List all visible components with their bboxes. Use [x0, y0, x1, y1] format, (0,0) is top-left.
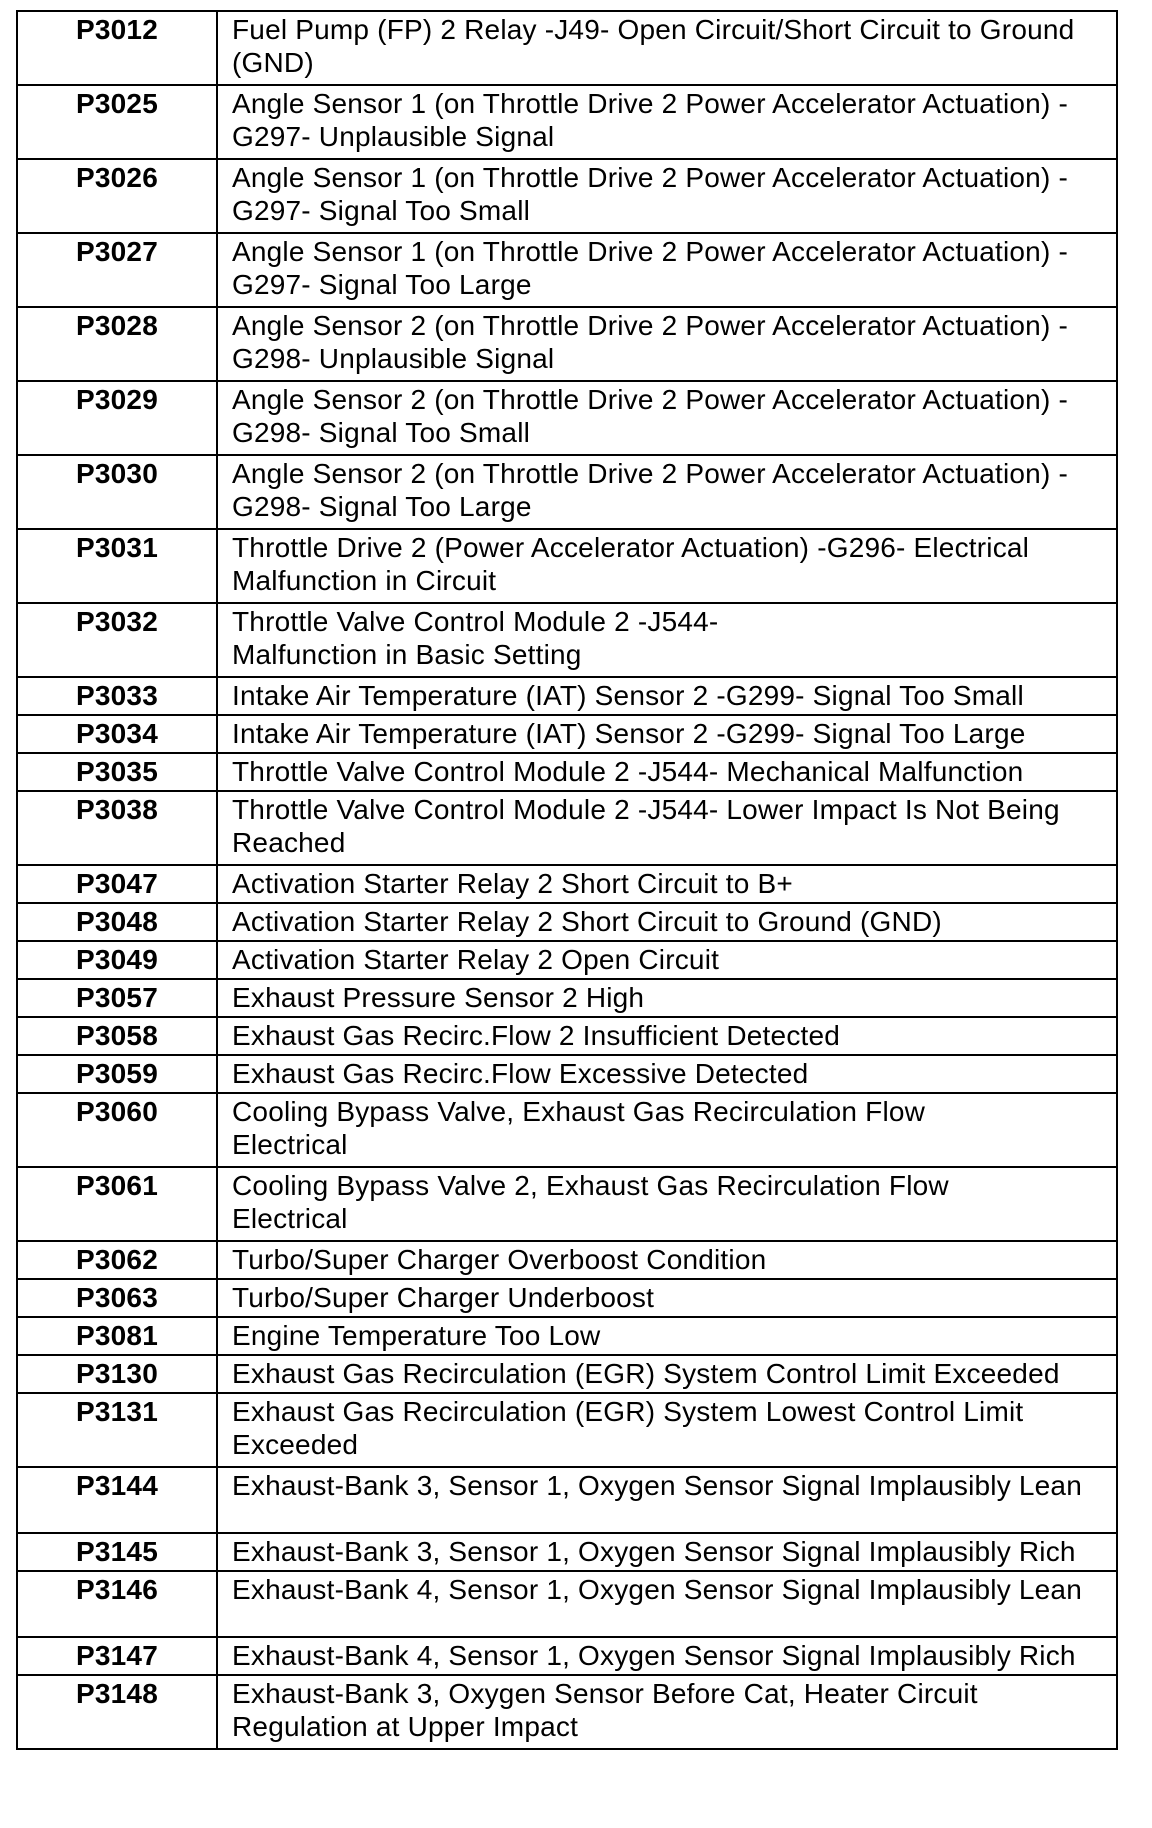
dtc-description: Throttle Valve Control Module 2 -J544- Mechanical Malfunction	[232, 756, 1024, 787]
dtc-description: Cooling Bypass Valve 2, Exhaust Gas Recirculation Flow Electrical	[232, 1170, 949, 1234]
dtc-code: P3029	[17, 381, 217, 455]
dtc-table-page	[16, 10, 1118, 1750]
dtc-description: Throttle Drive 2 (Power Accelerator Actuation) -G296- Electrical Malfunction in Circuit	[232, 532, 1030, 596]
table-row	[17, 753, 1117, 791]
dtc-code: P3033	[17, 677, 217, 715]
table-row	[17, 1355, 1117, 1393]
dtc-description: Angle Sensor 2 (on Throttle Drive 2 Power Accelerator Actuation) -G298- Signal Too Small	[232, 384, 1068, 448]
table-row	[17, 381, 1117, 455]
dtc-description-cell	[217, 1637, 1117, 1675]
table-row	[17, 159, 1117, 233]
dtc-code: P3145	[17, 1533, 217, 1571]
dtc-code: P3047	[17, 865, 217, 903]
dtc-description: Turbo/Super Charger Overboost Condition	[232, 1244, 767, 1275]
table-row	[17, 1533, 1117, 1571]
table-row	[17, 233, 1117, 307]
table-row	[17, 1393, 1117, 1467]
dtc-description-cell	[217, 677, 1117, 715]
dtc-description-cell	[217, 603, 1117, 677]
dtc-code: P3028	[17, 307, 217, 381]
dtc-description-cell	[217, 865, 1117, 903]
table-row	[17, 11, 1117, 85]
dtc-description: Intake Air Temperature (IAT) Sensor 2 -G299- Signal Too Large	[232, 718, 1026, 749]
dtc-description: Exhaust-Bank 3, Oxygen Sensor Before Cat, Heater Circuit Regulation at Upper Impact	[232, 1678, 978, 1742]
dtc-description: Fuel Pump (FP) 2 Relay -J49- Open Circuit/Short Circuit to Ground (GND)	[232, 14, 1075, 78]
dtc-description-cell	[217, 1355, 1117, 1393]
dtc-description-cell	[217, 1093, 1117, 1167]
table-row	[17, 1637, 1117, 1675]
table-row	[17, 903, 1117, 941]
dtc-description: Activation Starter Relay 2 Short Circuit to B+	[232, 868, 793, 899]
dtc-description: Exhaust-Bank 3, Sensor 1, Oxygen Sensor Signal Implausibly Rich	[232, 1536, 1076, 1567]
dtc-description-cell	[217, 1675, 1117, 1749]
dtc-code: P3048	[17, 903, 217, 941]
table-row	[17, 1055, 1117, 1093]
dtc-description-cell	[217, 791, 1117, 865]
dtc-description-cell	[217, 11, 1117, 85]
dtc-description: Throttle Valve Control Module 2 -J544- Lower Impact Is Not Being Reached	[232, 794, 1060, 858]
dtc-description: Angle Sensor 1 (on Throttle Drive 2 Power Accelerator Actuation) -G297- Signal Too Large	[232, 236, 1068, 300]
dtc-code: P3035	[17, 753, 217, 791]
dtc-description-cell	[217, 1533, 1117, 1571]
dtc-description: Angle Sensor 1 (on Throttle Drive 2 Power Accelerator Actuation) -G297- Unplausible Signal	[232, 88, 1068, 152]
table-row	[17, 1167, 1117, 1241]
dtc-code: P3081	[17, 1317, 217, 1355]
dtc-description: Activation Starter Relay 2 Open Circuit	[232, 944, 720, 975]
dtc-description-cell	[217, 1393, 1117, 1467]
dtc-description: Exhaust-Bank 4, Sensor 1, Oxygen Sensor Signal Implausibly Lean	[232, 1574, 1082, 1605]
dtc-description-cell	[217, 529, 1117, 603]
table-row	[17, 1675, 1117, 1749]
dtc-code: P3147	[17, 1637, 217, 1675]
dtc-description: Intake Air Temperature (IAT) Sensor 2 -G299- Signal Too Small	[232, 680, 1024, 711]
table-row	[17, 1093, 1117, 1167]
table-row	[17, 979, 1117, 1017]
dtc-table	[16, 10, 1118, 1750]
dtc-description-cell	[217, 85, 1117, 159]
dtc-description: Activation Starter Relay 2 Short Circuit to Ground (GND)	[232, 906, 942, 937]
dtc-description: Angle Sensor 1 (on Throttle Drive 2 Power Accelerator Actuation) -G297- Signal Too Small	[232, 162, 1068, 226]
dtc-description: Angle Sensor 2 (on Throttle Drive 2 Power Accelerator Actuation) -G298- Unplausible Signal	[232, 310, 1068, 374]
dtc-code: P3146	[17, 1571, 217, 1637]
dtc-description: Exhaust Gas Recirc.Flow 2 Insufficient Detected	[232, 1020, 841, 1051]
dtc-description: Exhaust Pressure Sensor 2 High	[232, 982, 645, 1013]
dtc-code: P3049	[17, 941, 217, 979]
table-row	[17, 715, 1117, 753]
dtc-description-cell	[217, 979, 1117, 1017]
table-row	[17, 603, 1117, 677]
table-row	[17, 455, 1117, 529]
dtc-code: P3144	[17, 1467, 217, 1533]
dtc-description: Exhaust-Bank 4, Sensor 1, Oxygen Sensor Signal Implausibly Rich	[232, 1640, 1076, 1671]
dtc-code: P3038	[17, 791, 217, 865]
dtc-code: P3026	[17, 159, 217, 233]
dtc-code: P3063	[17, 1279, 217, 1317]
dtc-description-cell	[217, 1279, 1117, 1317]
dtc-description: Exhaust Gas Recirculation (EGR) System Lowest Control Limit Exceeded	[232, 1396, 1024, 1460]
dtc-description-cell	[217, 1467, 1117, 1533]
dtc-code: P3130	[17, 1355, 217, 1393]
table-row	[17, 1017, 1117, 1055]
dtc-description: Exhaust Gas Recirculation (EGR) System Control Limit Exceeded	[232, 1358, 1060, 1389]
dtc-code: P3060	[17, 1093, 217, 1167]
dtc-description: Engine Temperature Too Low	[232, 1320, 601, 1351]
dtc-description-cell	[217, 1571, 1117, 1637]
table-row	[17, 85, 1117, 159]
dtc-code: P3032	[17, 603, 217, 677]
dtc-code: P3062	[17, 1241, 217, 1279]
dtc-description-cell	[217, 159, 1117, 233]
dtc-code: P3059	[17, 1055, 217, 1093]
dtc-description-cell	[217, 1241, 1117, 1279]
table-row	[17, 677, 1117, 715]
dtc-description: Turbo/Super Charger Underboost	[232, 1282, 655, 1313]
table-row	[17, 865, 1117, 903]
table-row	[17, 791, 1117, 865]
dtc-description: Exhaust Gas Recirc.Flow Excessive Detected	[232, 1058, 809, 1089]
dtc-code: P3025	[17, 85, 217, 159]
dtc-code: P3148	[17, 1675, 217, 1749]
dtc-code: P3058	[17, 1017, 217, 1055]
dtc-code: P3027	[17, 233, 217, 307]
dtc-description-cell	[217, 715, 1117, 753]
dtc-code: P3057	[17, 979, 217, 1017]
dtc-description: Throttle Valve Control Module 2 -J544- Malfunction in Basic Setting	[232, 606, 719, 670]
table-row	[17, 1241, 1117, 1279]
dtc-code: P3034	[17, 715, 217, 753]
dtc-code: P3031	[17, 529, 217, 603]
dtc-code: P3131	[17, 1393, 217, 1467]
dtc-code: P3030	[17, 455, 217, 529]
dtc-description: Angle Sensor 2 (on Throttle Drive 2 Power Accelerator Actuation) -G298- Signal Too Large	[232, 458, 1068, 522]
dtc-description-cell	[217, 233, 1117, 307]
dtc-code: P3061	[17, 1167, 217, 1241]
dtc-description-cell	[217, 455, 1117, 529]
dtc-description-cell	[217, 1167, 1117, 1241]
table-row	[17, 1571, 1117, 1637]
dtc-description: Cooling Bypass Valve, Exhaust Gas Recirculation Flow Electrical	[232, 1096, 926, 1160]
dtc-description-cell	[217, 941, 1117, 979]
dtc-description-cell	[217, 1017, 1117, 1055]
table-row	[17, 529, 1117, 603]
table-row	[17, 1467, 1117, 1533]
dtc-description: Exhaust-Bank 3, Sensor 1, Oxygen Sensor Signal Implausibly Lean	[232, 1470, 1082, 1501]
table-row	[17, 1317, 1117, 1355]
dtc-description-cell	[217, 307, 1117, 381]
dtc-description-cell	[217, 903, 1117, 941]
dtc-table-body	[17, 11, 1117, 1749]
dtc-description-cell	[217, 753, 1117, 791]
dtc-description-cell	[217, 1055, 1117, 1093]
dtc-description-cell	[217, 381, 1117, 455]
table-row	[17, 307, 1117, 381]
table-row	[17, 1279, 1117, 1317]
dtc-code: P3012	[17, 11, 217, 85]
dtc-description-cell	[217, 1317, 1117, 1355]
table-row	[17, 941, 1117, 979]
